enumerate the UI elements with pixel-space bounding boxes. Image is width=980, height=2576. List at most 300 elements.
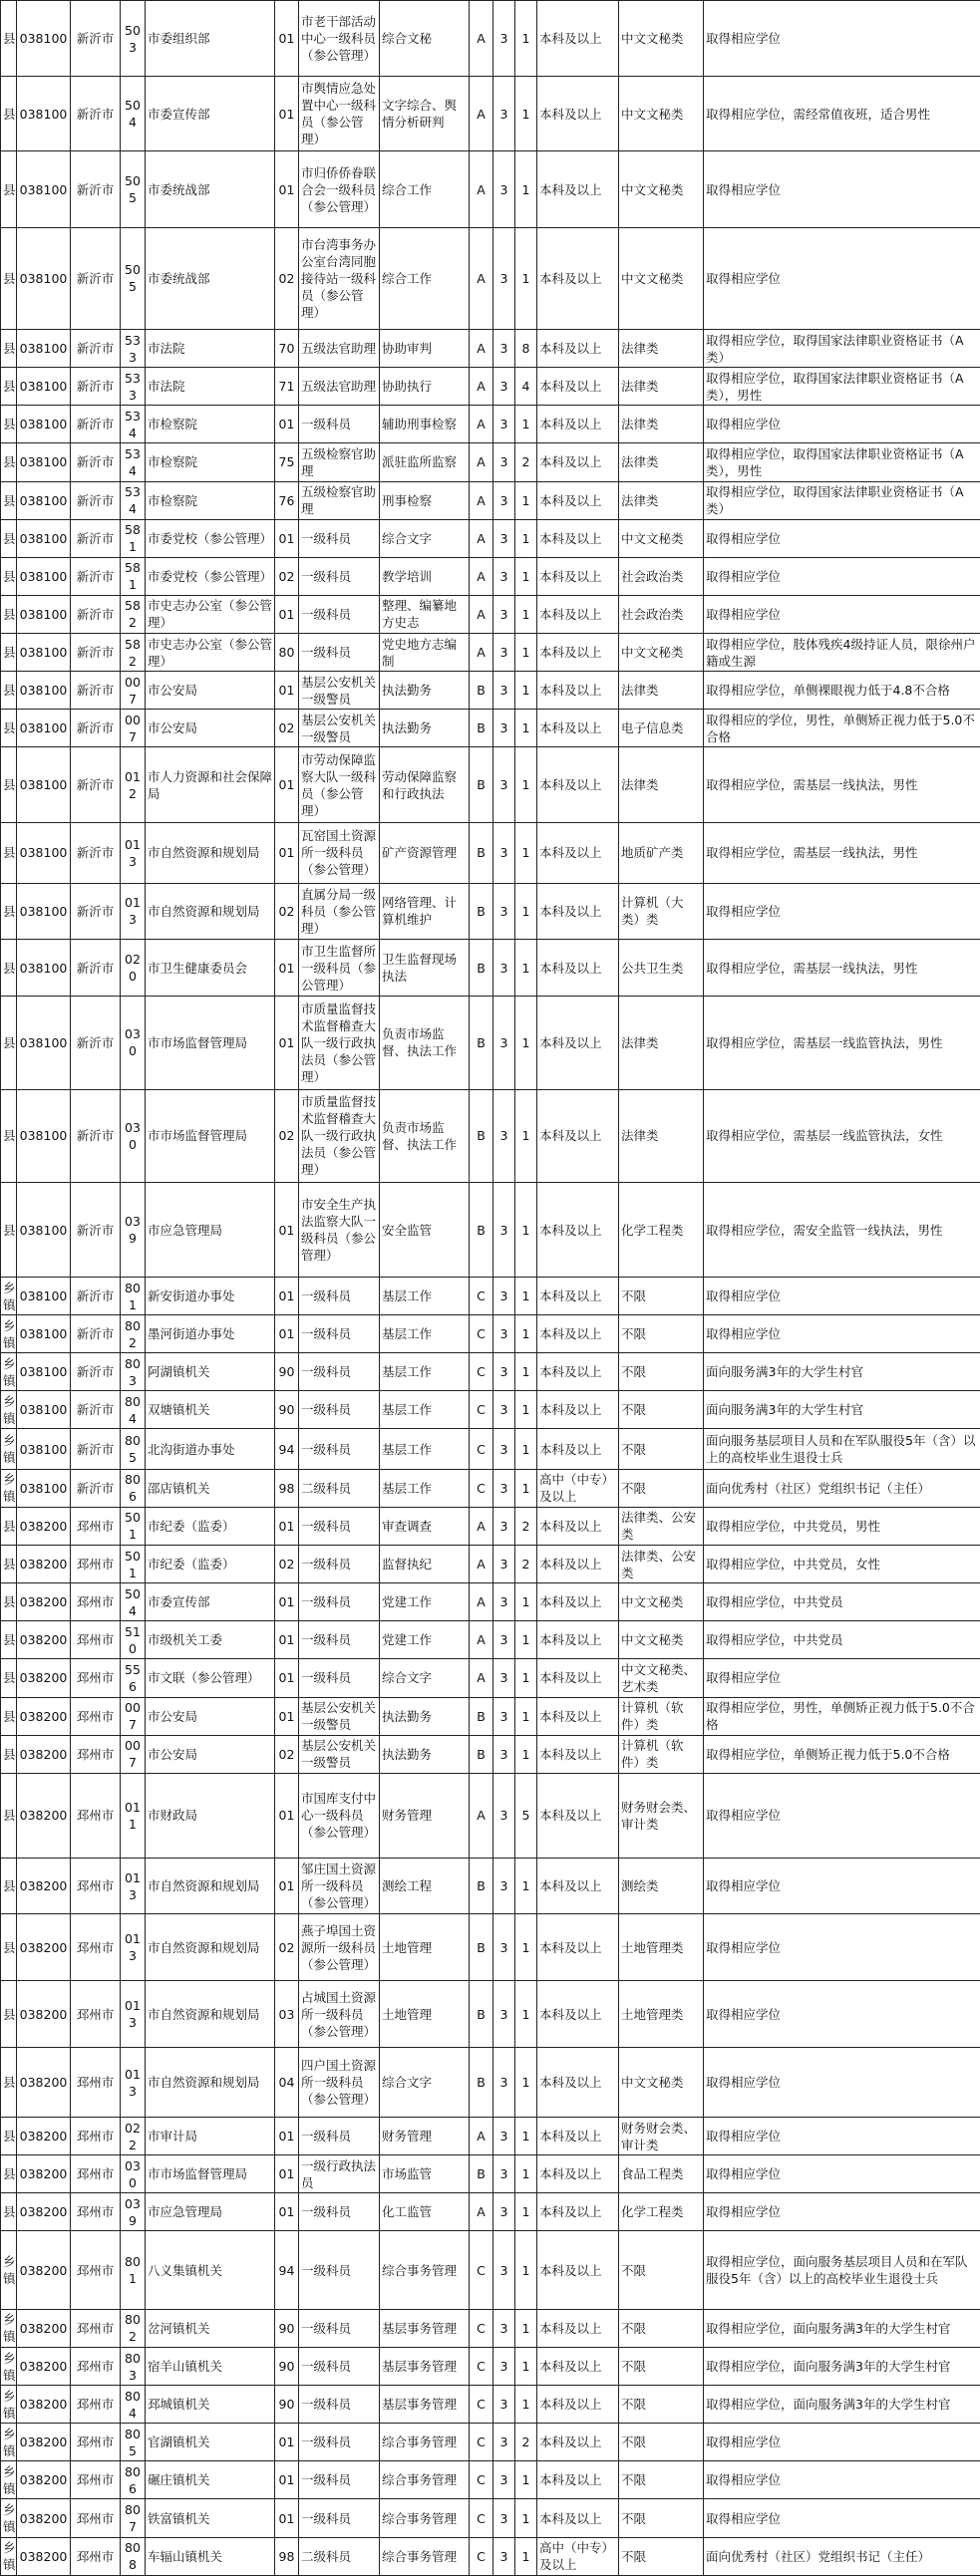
cell-number: 1	[515, 2048, 537, 2118]
cell-ratio: 3	[493, 443, 515, 481]
cell-unit-code: 505	[121, 227, 146, 329]
cell-major: 不限	[619, 1429, 704, 1469]
cell-code: 038100	[17, 1469, 71, 1507]
cell-unit: 市公安局	[146, 1735, 275, 1773]
cell-unit: 宿羊山镇机关	[146, 2347, 275, 2385]
cell-position: 一级科员	[299, 2424, 380, 2461]
cell-notes: 取得相应学位	[704, 1277, 980, 1314]
cell-job: 基层工作	[380, 1353, 470, 1391]
cell-city: 邳州市	[71, 1546, 121, 1583]
cell-education: 本科及以上	[537, 2048, 619, 2118]
cell-notes: 取得相应学位，面向服务基层项目人员和在军队服役5年（含）以上的高校毕业生退役士兵	[704, 2231, 980, 2309]
cell-major: 不限	[619, 2461, 704, 2499]
cell-code: 038200	[17, 1546, 71, 1583]
cell-code: 038100	[17, 1391, 71, 1429]
cell-education: 高中（中专）及以上	[537, 1469, 619, 1507]
cell-job: 化工监管	[380, 2193, 470, 2231]
cell-position-code: 01	[275, 151, 299, 227]
cell-number: 2	[515, 1507, 537, 1545]
cell-job: 执法勤务	[380, 1697, 470, 1735]
cell-ratio: 3	[493, 368, 515, 406]
cell-major: 法律类、公安类	[619, 1507, 704, 1545]
cell-position-code: 01	[275, 2461, 299, 2499]
cell-unit-code: 013	[121, 1914, 146, 1980]
cell-position: 一级科员	[299, 1277, 380, 1314]
cell-unit: 邳城镇机关	[146, 2386, 275, 2424]
cell-level: 县	[1, 1980, 17, 2048]
cell-level: 县	[1, 151, 17, 227]
cell-major: 法律类	[619, 481, 704, 519]
cell-city: 邳州市	[71, 2155, 121, 2193]
cell-major: 化学工程类	[619, 1183, 704, 1278]
cell-level: 县	[1, 822, 17, 883]
cell-ratio: 3	[493, 2537, 515, 2575]
cell-category: C	[470, 2424, 493, 2461]
cell-category: B	[470, 1183, 493, 1278]
cell-city: 邳州市	[71, 2461, 121, 2499]
cell-notes: 取得相应学位	[704, 519, 980, 557]
cell-ratio: 3	[493, 1659, 515, 1697]
table-row	[1, 2231, 980, 2309]
cell-position-code: 01	[275, 1858, 299, 1914]
cell-unit: 市检察院	[146, 481, 275, 519]
cell-notes: 取得相应学位	[704, 2193, 980, 2231]
cell-unit: 市卫生健康委员会	[146, 940, 275, 997]
table-row	[1, 77, 980, 151]
cell-unit-code: 039	[121, 2193, 146, 2231]
cell-major: 计算机（软件）类	[619, 1735, 704, 1773]
cell-position-code: 71	[275, 368, 299, 406]
cell-category: A	[470, 634, 493, 672]
cell-major: 土地管理类	[619, 1914, 704, 1980]
cell-category: C	[470, 1277, 493, 1314]
cell-position: 市卫生监督所一级科员（参公管理）	[299, 940, 380, 997]
cell-code: 038200	[17, 1583, 71, 1621]
cell-level: 县	[1, 1914, 17, 1980]
cell-city: 新沂市	[71, 747, 121, 822]
cell-position-code: 02	[275, 557, 299, 595]
cell-notes: 取得相应学位	[704, 2499, 980, 2537]
cell-category: B	[470, 883, 493, 940]
cell-education: 本科及以上	[537, 2424, 619, 2461]
cell-notes: 取得相应学位	[704, 1659, 980, 1697]
cell-unit: 市纪委（监委）	[146, 1507, 275, 1545]
table-row	[1, 481, 980, 519]
cell-major: 财务财会类、审计类	[619, 1773, 704, 1858]
cell-notes: 取得相应学位	[704, 1315, 980, 1353]
cell-ratio: 3	[493, 1773, 515, 1858]
cell-major: 电子信息类	[619, 710, 704, 747]
cell-notes: 取得相应学位，需基层一线监管执法，男性	[704, 996, 980, 1089]
cell-category: A	[470, 368, 493, 406]
cell-unit: 碾庄镇机关	[146, 2461, 275, 2499]
cell-position-code: 90	[275, 2347, 299, 2385]
cell-position-code: 01	[275, 595, 299, 633]
cell-position-code: 01	[275, 822, 299, 883]
cell-unit: 市委党校（参公管理）	[146, 519, 275, 557]
table-row	[1, 2155, 980, 2193]
cell-ratio: 3	[493, 2461, 515, 2499]
cell-notes: 面向优秀村（社区）党组织书记（主任）	[704, 1469, 980, 1507]
cell-number: 1	[515, 1980, 537, 2048]
cell-number: 1	[515, 883, 537, 940]
cell-education: 本科及以上	[537, 519, 619, 557]
cell-code: 038100	[17, 227, 71, 329]
cell-education: 本科及以上	[537, 481, 619, 519]
cell-position-code: 01	[275, 1507, 299, 1545]
cell-number: 1	[515, 634, 537, 672]
cell-position: 一级科员	[299, 2461, 380, 2499]
cell-unit-code: 802	[121, 1315, 146, 1353]
cell-code: 038200	[17, 1659, 71, 1697]
cell-city: 邳州市	[71, 2048, 121, 2118]
cell-position: 基层公安机关一级警员	[299, 1735, 380, 1773]
cell-position: 一级科员	[299, 595, 380, 633]
table-row	[1, 1546, 980, 1583]
cell-code: 038100	[17, 747, 71, 822]
cell-code: 038200	[17, 2309, 71, 2347]
cell-position: 五级检察官助理	[299, 443, 380, 481]
cell-unit: 岔河镇机关	[146, 2309, 275, 2347]
cell-number: 1	[515, 2155, 537, 2193]
cell-job: 综合事务管理	[380, 2424, 470, 2461]
cell-position-code: 90	[275, 2386, 299, 2424]
cell-position-code: 01	[275, 1, 299, 77]
cell-unit-code: 807	[121, 2499, 146, 2537]
table-row	[1, 1914, 980, 1980]
cell-job: 教学培训	[380, 557, 470, 595]
cell-unit: 市市场监督管理局	[146, 996, 275, 1089]
cell-position-code: 01	[275, 672, 299, 710]
cell-position: 一级科员	[299, 1391, 380, 1429]
cell-position-code: 90	[275, 1353, 299, 1391]
cell-job: 综合事务管理	[380, 2537, 470, 2575]
cell-category: A	[470, 406, 493, 443]
cell-unit: 市检察院	[146, 443, 275, 481]
cell-number: 2	[515, 1546, 537, 1583]
cell-category: C	[470, 2386, 493, 2424]
cell-education: 本科及以上	[537, 406, 619, 443]
cell-unit: 双塘镇机关	[146, 1391, 275, 1429]
cell-city: 邳州市	[71, 2231, 121, 2309]
cell-number: 1	[515, 2499, 537, 2537]
cell-level: 乡镇	[1, 1315, 17, 1353]
cell-unit: 市委统战部	[146, 227, 275, 329]
cell-education: 本科及以上	[537, 2309, 619, 2347]
cell-ratio: 3	[493, 2118, 515, 2155]
cell-major: 中文文秘类	[619, 1583, 704, 1621]
table-row	[1, 883, 980, 940]
table-row	[1, 747, 980, 822]
cell-city: 新沂市	[71, 1277, 121, 1314]
table-row	[1, 822, 980, 883]
cell-position-code: 01	[275, 1277, 299, 1314]
cell-education: 本科及以上	[537, 672, 619, 710]
cell-ratio: 3	[493, 1391, 515, 1429]
cell-number: 1	[515, 747, 537, 822]
cell-category: A	[470, 1546, 493, 1583]
cell-job: 综合工作	[380, 227, 470, 329]
cell-position: 一级科员	[299, 634, 380, 672]
cell-unit-code: 808	[121, 2537, 146, 2575]
cell-ratio: 3	[493, 2155, 515, 2193]
cell-level: 县	[1, 1659, 17, 1697]
cell-education: 高中（中专）及以上	[537, 2537, 619, 2575]
cell-city: 新沂市	[71, 481, 121, 519]
cell-major: 法律类	[619, 672, 704, 710]
cell-major: 土地管理类	[619, 1980, 704, 2048]
cell-level: 乡镇	[1, 1353, 17, 1391]
cell-major: 地质矿产类	[619, 822, 704, 883]
cell-notes: 取得相应学位，单侧矫正视力低于5.0不合格	[704, 1735, 980, 1773]
cell-number: 1	[515, 1914, 537, 1980]
cell-education: 本科及以上	[537, 747, 619, 822]
cell-unit-code: 013	[121, 1858, 146, 1914]
cell-major: 不限	[619, 1277, 704, 1314]
cell-position-code: 98	[275, 1469, 299, 1507]
cell-notes: 取得相应学位，面向服务满3年的大学生村官	[704, 2309, 980, 2347]
cell-level: 县	[1, 1, 17, 77]
cell-education: 本科及以上	[537, 77, 619, 151]
cell-position: 燕子埠国土资源所一级科员（参公管理）	[299, 1914, 380, 1980]
cell-code: 038100	[17, 443, 71, 481]
cell-city: 新沂市	[71, 1429, 121, 1469]
cell-major: 不限	[619, 2386, 704, 2424]
cell-category: B	[470, 1089, 493, 1183]
cell-position: 占城国土资源所一级科员（参公管理）	[299, 1980, 380, 2048]
cell-position-code: 01	[275, 2118, 299, 2155]
cell-ratio: 3	[493, 1, 515, 77]
cell-unit: 市市场监督管理局	[146, 2155, 275, 2193]
cell-job: 综合事务管理	[380, 2231, 470, 2309]
cell-unit-code: 007	[121, 1697, 146, 1735]
cell-number: 1	[515, 2461, 537, 2499]
cell-notes: 面向服务基层项目人员和在军队服役5年（含）以上的高校毕业生退役士兵	[704, 1429, 980, 1469]
cell-unit: 八义集镇机关	[146, 2231, 275, 2309]
cell-number: 1	[515, 1, 537, 77]
cell-unit-code: 533	[121, 368, 146, 406]
cell-notes: 取得相应学位	[704, 1980, 980, 2048]
cell-position-code: 01	[275, 1621, 299, 1659]
cell-code: 038200	[17, 2193, 71, 2231]
cell-education: 本科及以上	[537, 2386, 619, 2424]
cell-education: 本科及以上	[537, 1277, 619, 1314]
cell-number: 1	[515, 1583, 537, 1621]
cell-code: 038100	[17, 77, 71, 151]
cell-position: 市台湾事务办公室台湾同胞接待站一级科员（参公管理）	[299, 227, 380, 329]
cell-category: B	[470, 996, 493, 1089]
cell-city: 新沂市	[71, 406, 121, 443]
cell-job: 综合文字	[380, 1659, 470, 1697]
cell-ratio: 3	[493, 1277, 515, 1314]
cell-city: 邳州市	[71, 2386, 121, 2424]
cell-job: 党建工作	[380, 1583, 470, 1621]
cell-unit-code: 581	[121, 519, 146, 557]
cell-ratio: 3	[493, 747, 515, 822]
cell-level: 县	[1, 595, 17, 633]
cell-major: 测绘类	[619, 1858, 704, 1914]
cell-education: 本科及以上	[537, 368, 619, 406]
cell-unit: 市委宣传部	[146, 77, 275, 151]
cell-position-code: 02	[275, 1089, 299, 1183]
cell-position-code: 98	[275, 2537, 299, 2575]
cell-number: 1	[515, 2537, 537, 2575]
cell-category: A	[470, 1507, 493, 1545]
cell-unit-code: 806	[121, 1469, 146, 1507]
cell-position: 基层公安机关一级警员	[299, 1697, 380, 1735]
cell-unit: 市公安局	[146, 1697, 275, 1735]
cell-unit-code: 013	[121, 2048, 146, 2118]
cell-notes: 取得相应学位，中共党员	[704, 1621, 980, 1659]
cell-major: 计算机（软件）类	[619, 1697, 704, 1735]
cell-position-code: 01	[275, 2193, 299, 2231]
cell-position: 一级科员	[299, 1315, 380, 1353]
cell-ratio: 3	[493, 2499, 515, 2537]
cell-unit-code: 030	[121, 996, 146, 1089]
cell-city: 邳州市	[71, 2499, 121, 2537]
cell-level: 县	[1, 996, 17, 1089]
cell-code: 038200	[17, 1980, 71, 2048]
cell-job: 协助审判	[380, 330, 470, 368]
cell-number: 1	[515, 1089, 537, 1183]
cell-level: 县	[1, 443, 17, 481]
cell-code: 038100	[17, 883, 71, 940]
cell-number: 1	[515, 2309, 537, 2347]
cell-position: 基层公安机关一级警员	[299, 672, 380, 710]
cell-ratio: 3	[493, 672, 515, 710]
cell-code: 038100	[17, 672, 71, 710]
cell-ratio: 3	[493, 1089, 515, 1183]
cell-position: 瓦窑国土资源所一级科员（参公管理）	[299, 822, 380, 883]
cell-category: B	[470, 1735, 493, 1773]
cell-category: B	[470, 1697, 493, 1735]
cell-ratio: 3	[493, 481, 515, 519]
cell-notes: 取得相应学位，取得国家法律职业资格证书（A类），男性	[704, 368, 980, 406]
cell-city: 邳州市	[71, 2347, 121, 2385]
cell-city: 邳州市	[71, 2309, 121, 2347]
cell-notes: 取得相应学位	[704, 227, 980, 329]
cell-code: 038100	[17, 940, 71, 997]
cell-unit-code: 581	[121, 557, 146, 595]
cell-unit-code: 805	[121, 1429, 146, 1469]
cell-unit-code: 007	[121, 710, 146, 747]
cell-position-code: 03	[275, 1980, 299, 2048]
cell-unit-code: 801	[121, 1277, 146, 1314]
cell-ratio: 3	[493, 1546, 515, 1583]
cell-unit: 市法院	[146, 368, 275, 406]
cell-city: 邳州市	[71, 1621, 121, 1659]
cell-category: B	[470, 672, 493, 710]
cell-code: 038100	[17, 481, 71, 519]
table-row	[1, 2347, 980, 2385]
cell-level: 县	[1, 634, 17, 672]
cell-ratio: 3	[493, 1183, 515, 1278]
cell-city: 新沂市	[71, 672, 121, 710]
cell-city: 新沂市	[71, 634, 121, 672]
cell-unit-code: 039	[121, 1183, 146, 1278]
cell-code: 038100	[17, 822, 71, 883]
cell-major: 财务财会类、审计类	[619, 2118, 704, 2155]
cell-job: 综合事务管理	[380, 2461, 470, 2499]
cell-number: 1	[515, 519, 537, 557]
cell-job: 财务管理	[380, 2118, 470, 2155]
cell-notes: 取得相应学位	[704, 2461, 980, 2499]
cell-level: 乡镇	[1, 2309, 17, 2347]
cell-education: 本科及以上	[537, 1735, 619, 1773]
cell-number: 1	[515, 1315, 537, 1353]
cell-education: 本科及以上	[537, 1773, 619, 1858]
cell-unit-code: 582	[121, 634, 146, 672]
cell-position-code: 01	[275, 519, 299, 557]
cell-code: 038100	[17, 1277, 71, 1314]
cell-job: 执法勤务	[380, 1735, 470, 1773]
cell-number: 1	[515, 557, 537, 595]
cell-category: B	[470, 1914, 493, 1980]
cell-level: 县	[1, 330, 17, 368]
cell-city: 新沂市	[71, 940, 121, 997]
cell-notes: 取得相应学位	[704, 151, 980, 227]
cell-city: 新沂市	[71, 822, 121, 883]
cell-unit: 市法院	[146, 330, 275, 368]
table-row	[1, 672, 980, 710]
cell-position: 四户国土资源所一级科员（参公管理）	[299, 2048, 380, 2118]
cell-unit-code: 011	[121, 1773, 146, 1858]
cell-major: 公共卫生类	[619, 940, 704, 997]
cell-unit: 市应急管理局	[146, 1183, 275, 1278]
cell-education: 本科及以上	[537, 2461, 619, 2499]
cell-job: 整理、编纂地方史志	[380, 595, 470, 633]
table-row	[1, 330, 980, 368]
cell-job: 刑事检察	[380, 481, 470, 519]
cell-major: 法律类	[619, 406, 704, 443]
cell-unit-code: 501	[121, 1507, 146, 1545]
cell-major: 法律类	[619, 1089, 704, 1183]
cell-unit: 北沟街道办事处	[146, 1429, 275, 1469]
cell-position: 市安全生产执法监察大队一级科员（参公管理）	[299, 1183, 380, 1278]
cell-notes: 取得相应学位	[704, 1858, 980, 1914]
cell-major: 法律类	[619, 747, 704, 822]
cell-unit-code: 012	[121, 747, 146, 822]
cell-position: 一级科员	[299, 1429, 380, 1469]
cell-unit: 市委宣传部	[146, 1583, 275, 1621]
cell-code: 038100	[17, 595, 71, 633]
cell-major: 中文文秘类、艺术类	[619, 1659, 704, 1697]
cell-code: 038100	[17, 1183, 71, 1278]
cell-notes: 取得相应学位，需经常值夜班，适合男性	[704, 77, 980, 151]
cell-major: 中文文秘类	[619, 1, 704, 77]
cell-job: 辅助刑事检察	[380, 406, 470, 443]
cell-city: 邳州市	[71, 1914, 121, 1980]
cell-position: 市质量监督技术监督稽查大队一级行政执法员（参公管理）	[299, 1089, 380, 1183]
cell-ratio: 3	[493, 1507, 515, 1545]
cell-major: 不限	[619, 1469, 704, 1507]
cell-notes: 取得相应学位	[704, 1773, 980, 1858]
cell-notes: 取得相应学位	[704, 1914, 980, 1980]
cell-position: 邹庄国土资源所一级科员（参公管理）	[299, 1858, 380, 1914]
cell-category: C	[470, 1429, 493, 1469]
cell-number: 1	[515, 1469, 537, 1507]
cell-ratio: 3	[493, 883, 515, 940]
cell-unit-code: 556	[121, 1659, 146, 1697]
cell-ratio: 3	[493, 1353, 515, 1391]
cell-position: 一级科员	[299, 2347, 380, 2385]
table-row	[1, 2499, 980, 2537]
table-row	[1, 151, 980, 227]
table-row	[1, 1621, 980, 1659]
cell-city: 邳州市	[71, 2424, 121, 2461]
cell-major: 中文文秘类	[619, 77, 704, 151]
cell-position: 一级科员	[299, 2231, 380, 2309]
